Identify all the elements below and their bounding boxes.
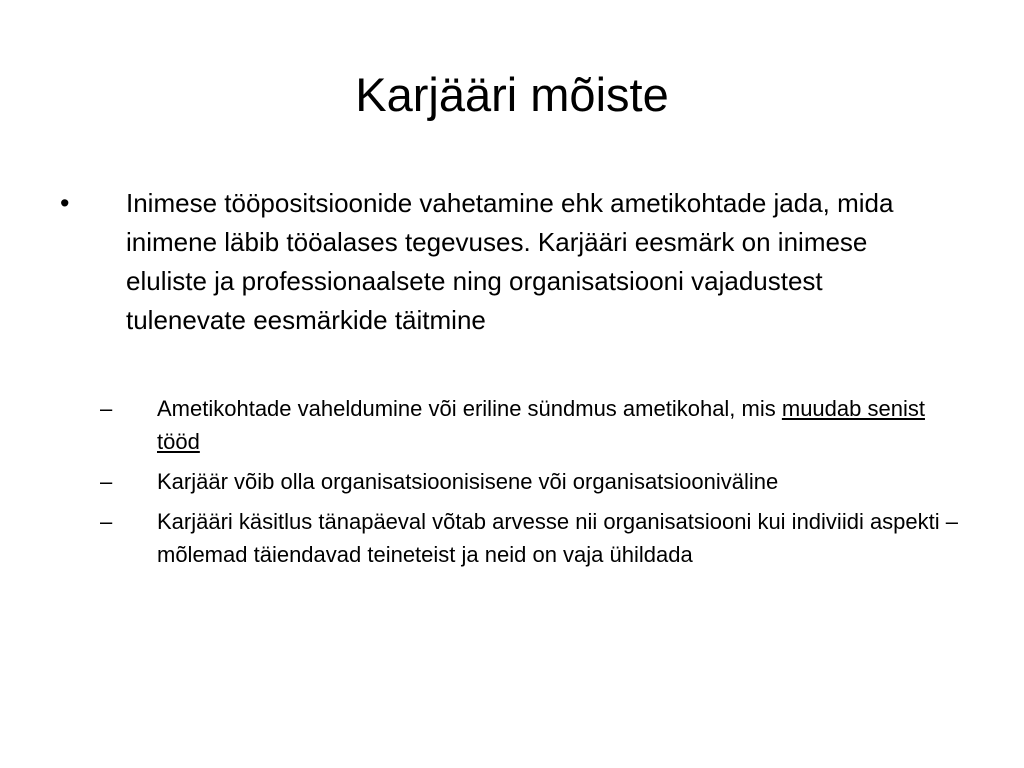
sub-bullet-text: [157, 392, 967, 458]
sub-bullet-text-plain: Ametikohtade vaheldumine või eriline sündmus ametikohal, mis: [157, 396, 782, 421]
dash-marker: –: [100, 396, 113, 421]
sub-bullet-item: [100, 392, 980, 458]
sub-bullet-item: [100, 505, 980, 571]
sub-bullet-text: Karjääri käsitlus tänapäeval võtab arvesse nii organisatsiooni kui indiviidi aspekti – mõlemad täiendavad teineteist ja neid on vaja ühildada: [157, 509, 958, 567]
dash-marker: –: [100, 469, 113, 494]
slide-title: Karjääri mõiste: [355, 68, 669, 121]
bullet-marker: •: [60, 188, 70, 218]
sub-bullet-item: [100, 465, 980, 498]
underlined-phrase: muudab senist tööd: [157, 396, 925, 454]
dash-marker: –: [100, 509, 113, 534]
sub-bullet-text: Karjäär võib olla organisatsioonisisene või organisatsiooniväline: [157, 469, 779, 494]
main-bullet-text: Inimese tööpositsioonide vahetamine ehk ametikohtade jada, mida inimene läbib tööalases tegevuses. Karjääri eesmärk on inimese eluliste ja professionaalsete ning organisatsiooni vajadustest tulenevate eesmärkide täitmine: [126, 188, 894, 335]
sub-bullet-list: [100, 392, 980, 578]
